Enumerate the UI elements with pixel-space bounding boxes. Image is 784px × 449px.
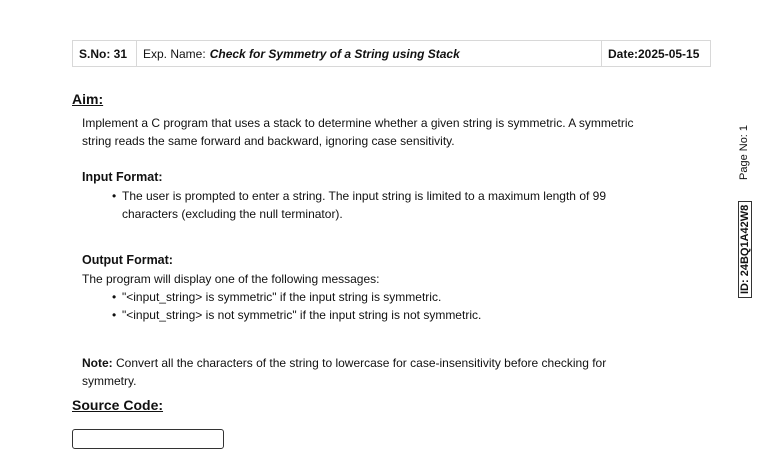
output-format-heading: Output Format: [82, 253, 173, 267]
note-text-line2: symmetry. [82, 374, 137, 388]
aim-text-line1: Implement a C program that uses a stack to determine whether a given string is symmetric. A symmetric [82, 116, 634, 130]
output-format-list [112, 288, 481, 324]
experiment-name-label: Exp. Name: [143, 46, 206, 61]
input-format-bullet-line1: The user is prompted to enter a string. The input string is limited to a maximum length of 99 [122, 189, 607, 203]
aim-heading: Aim: [72, 91, 104, 107]
experiment-name [137, 41, 602, 66]
input-format-list [112, 187, 606, 223]
page-number: Page No: 1 [738, 124, 750, 180]
source-code-heading: Source Code: [72, 397, 164, 413]
output-format-bullet: • "<input_string> is symmetric" if the input string is symmetric. [112, 288, 481, 306]
student-id: ID: 24BQ1A42W8 [738, 201, 752, 298]
serial-number: S.No: 31 [73, 41, 137, 66]
output-format-bullet: • "<input_string> is not symmetric" if the input string is not symmetric. [112, 306, 481, 324]
experiment-date: Date:2025-05-15 [608, 46, 700, 61]
input-format-bullet [112, 187, 606, 223]
experiment-title: Check for Symmetry of a String using Stack [209, 46, 460, 61]
source-code-box [72, 429, 224, 449]
input-format-bullet-line2: characters (excluding the null terminator). [122, 207, 343, 221]
output-format-intro: The program will display one of the following messages: [82, 272, 380, 286]
input-format-heading: Input Format: [82, 170, 163, 184]
aim-text-line2: string reads the same forward and backward, ignoring case sensitivity. [82, 134, 455, 148]
experiment-header-table [72, 40, 711, 67]
note-text-line1: Convert all the characters of the string to lowercase for case-insensitivity before checking for [112, 356, 607, 370]
note-line1 [82, 354, 606, 372]
note-label: Note: [82, 356, 113, 370]
